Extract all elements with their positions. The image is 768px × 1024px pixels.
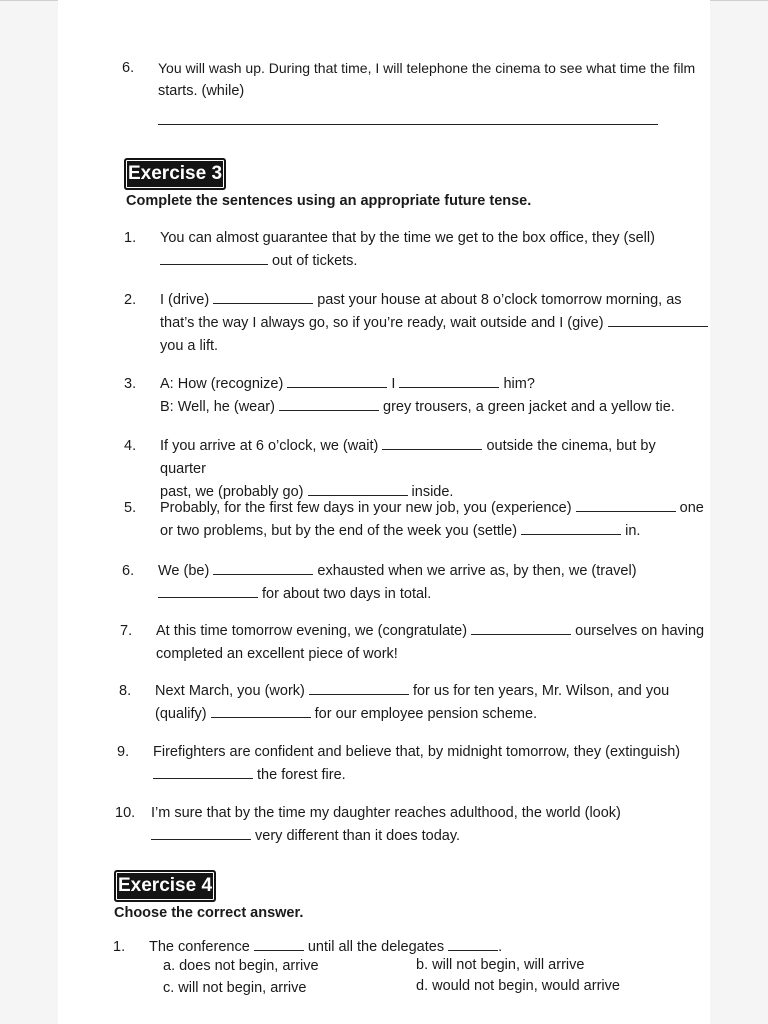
answer-blank[interactable] xyxy=(254,936,304,951)
question-text: exhausted when we arrive as, by then, we (travel) xyxy=(317,563,637,579)
question-number: 6. xyxy=(122,60,135,76)
option-b[interactable]: b. will not begin, will arrive xyxy=(416,957,585,973)
answer-blank[interactable] xyxy=(448,936,498,951)
question-text: I (drive) xyxy=(160,292,210,308)
question-text: for us for ten years, Mr. Wilson, and you xyxy=(412,683,670,699)
answer-blank[interactable] xyxy=(151,825,251,840)
question-text: out of tickets. xyxy=(272,253,358,269)
question-text: . xyxy=(498,939,503,955)
question-text: inside. xyxy=(411,484,454,500)
question-text: The conference xyxy=(149,939,250,955)
question-text: (qualify) xyxy=(155,706,207,722)
question-text: or two problems, but by the end of the week you (settle) xyxy=(160,523,518,539)
question-number: 5. xyxy=(124,500,137,516)
question-number: 2. xyxy=(124,292,137,308)
answer-blank[interactable] xyxy=(576,497,676,512)
answer-blank[interactable] xyxy=(382,435,482,450)
question-text: the forest fire. xyxy=(257,767,346,783)
answer-blank[interactable] xyxy=(153,764,253,779)
answer-blank[interactable] xyxy=(309,680,409,695)
question-number: 3. xyxy=(124,376,137,392)
answer-blank[interactable] xyxy=(213,289,313,304)
answer-blank[interactable] xyxy=(211,703,311,718)
question-text: past your house at about 8 o’clock tomorrow morning, as xyxy=(317,292,682,308)
question-text: for our employee pension scheme. xyxy=(314,706,538,722)
question-text: At this time tomorrow evening, we (congratulate) xyxy=(156,623,468,639)
question-number: 8. xyxy=(119,683,132,699)
question-text: very different than it does today. xyxy=(255,828,461,844)
answer-blank[interactable] xyxy=(287,373,387,388)
question-text: I xyxy=(391,376,396,392)
question-text: past, we (probably go) xyxy=(160,484,304,500)
question-text: Next March, you (work) xyxy=(155,683,305,699)
question-text: If you arrive at 6 o’clock, we (wait) xyxy=(160,438,379,454)
question-text: him? xyxy=(503,376,535,392)
option-d[interactable]: d. would not begin, would arrive xyxy=(416,978,620,994)
question-number: 4. xyxy=(124,438,137,454)
question-number: 1. xyxy=(124,230,137,246)
question-text: Firefighters are confident and believe that, by midnight tomorrow, they (extinguish) xyxy=(153,744,681,760)
question-text-line2: starts. (while) xyxy=(158,83,245,99)
question-text: you a lift. xyxy=(160,338,219,354)
question-text: ourselves on having xyxy=(575,623,705,639)
answer-blank[interactable] xyxy=(279,396,379,411)
question-text: A: How (recognize) xyxy=(160,376,284,392)
question-text: outside the cinema, but by quarter xyxy=(160,438,656,477)
exercise-3-instruction: Complete the sentences using an appropriate future tense. xyxy=(126,193,532,209)
question-text: B: Well, he (wear) xyxy=(160,399,275,415)
question-number: 7. xyxy=(120,623,133,639)
answer-blank[interactable] xyxy=(213,560,313,575)
question-text: grey trousers, a green jacket and a yellow tie. xyxy=(383,399,675,415)
question-text: You can almost guarantee that by the time we get to the box office, they (sell) xyxy=(160,230,655,246)
exercise-4-instruction: Choose the correct answer. xyxy=(114,905,304,921)
answer-line[interactable] xyxy=(158,124,658,125)
question-text: until all the delegates xyxy=(307,939,445,955)
option-c[interactable]: c. will not begin, arrive xyxy=(163,980,307,996)
question-text: I’m sure that by the time my daughter reaches adulthood, the world (look) xyxy=(151,805,621,821)
answer-blank[interactable] xyxy=(308,481,408,496)
question-number: 10. xyxy=(115,805,136,821)
question-text: in. xyxy=(625,523,641,539)
question-text: one xyxy=(679,500,704,516)
answer-blank[interactable] xyxy=(158,583,258,598)
option-a[interactable]: a. does not begin, arrive xyxy=(163,958,319,974)
question-number: 9. xyxy=(117,744,130,760)
question-text: completed an excellent piece of work! xyxy=(156,646,398,662)
question-text: that’s the way I always go, so if you’re ready, wait outside and I (give) xyxy=(160,315,604,331)
exercise-3-badge: Exercise 3 xyxy=(124,158,226,190)
answer-blank[interactable] xyxy=(471,620,571,635)
question-number: 6. xyxy=(122,563,135,579)
answer-blank[interactable] xyxy=(399,373,499,388)
exercise-4-badge: Exercise 4 xyxy=(114,870,216,902)
question-text-line1: You will wash up. During that time, I will telephone the cinema to see what time the film xyxy=(158,60,696,76)
answer-blank[interactable] xyxy=(160,250,268,265)
question-text: Probably, for the first few days in your new job, you (experience) xyxy=(160,500,572,516)
question-number: 1. xyxy=(113,939,126,955)
question-text: for about two days in total. xyxy=(262,586,432,602)
answer-blank[interactable] xyxy=(608,312,708,327)
answer-blank[interactable] xyxy=(521,520,621,535)
question-text: We (be) xyxy=(158,563,210,579)
